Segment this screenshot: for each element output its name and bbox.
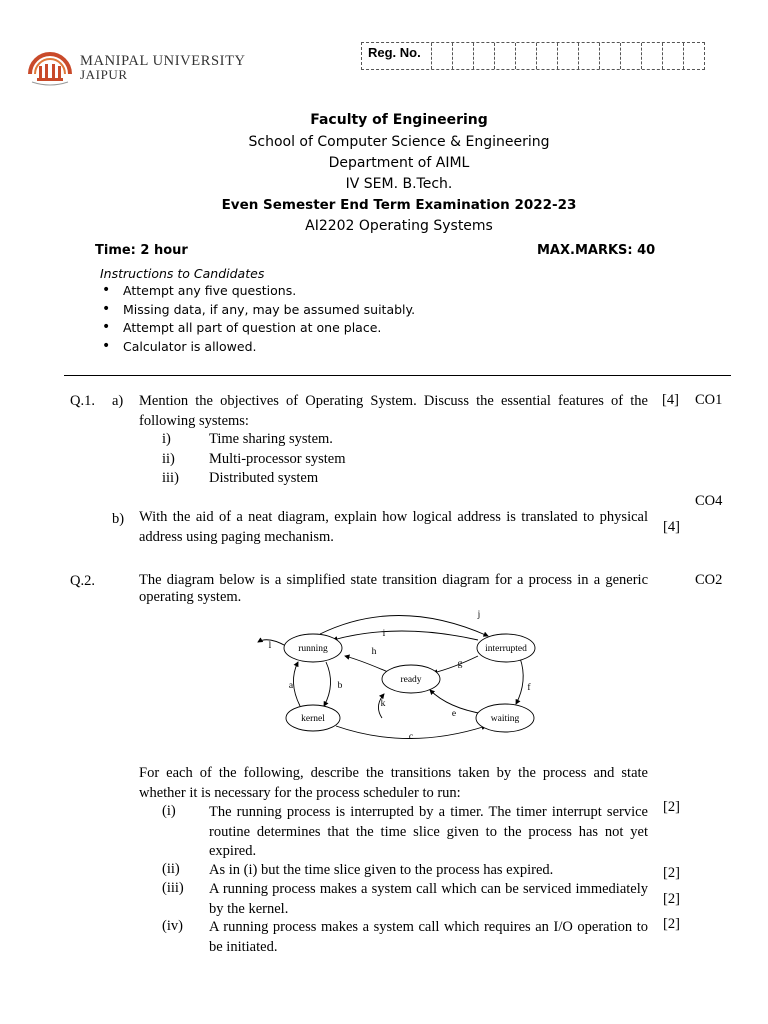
marks: [2] <box>663 891 680 907</box>
state-label: kernel <box>301 714 325 724</box>
exam-time: Time: 2 hour <box>95 243 188 258</box>
marks: [2] <box>663 799 680 815</box>
instruction-item: • Missing data, if any, may be assumed suitably. <box>100 302 415 321</box>
question-text: Mention the objectives of Operating System. Discuss the essential features of the following systems: <box>139 393 648 429</box>
edge-label: k <box>380 699 386 709</box>
sub-item-text: Distributed system <box>209 470 319 486</box>
edge-label: l <box>268 641 272 651</box>
sub-item-number: (iii) <box>162 880 184 896</box>
sub-item-number: (ii) <box>162 861 180 877</box>
marks: [4] <box>662 392 679 408</box>
transition-edge <box>293 662 300 706</box>
department-heading: Department of AIML <box>328 155 470 171</box>
reg-no-label: Reg. No. <box>362 43 432 69</box>
faculty-heading: Faculty of Engineering <box>310 112 488 128</box>
semester-heading: IV SEM. B.Tech. <box>345 176 453 192</box>
registration-number-box <box>361 42 705 70</box>
sub-item-number: (i) <box>162 803 176 819</box>
exam-heading: Even Semester End Term Examination 2022-23 <box>221 197 577 213</box>
course-outcome: CO1 <box>695 392 723 408</box>
reg-digit-cell <box>600 43 621 69</box>
question-text: With the aid of a neat diagram, explain how logical address is translated to physical address using paging mechanism. <box>139 509 648 545</box>
course-outcome: CO2 <box>695 572 723 588</box>
edge-label: a <box>288 681 294 691</box>
state-label: running <box>298 644 328 654</box>
instruction-item: • Attempt any five questions. <box>100 283 415 302</box>
sub-item-text: A running process makes a system call which can be serviced immediately by the kernel. <box>209 881 648 917</box>
question-number: Q.1. <box>70 393 95 409</box>
university-city: JAIPUR <box>80 67 128 82</box>
reg-digit-cell <box>537 43 558 69</box>
course-heading: AI2202 Operating Systems <box>305 218 493 234</box>
course-outcome: CO4 <box>695 493 723 509</box>
reg-digit-cell <box>432 43 453 69</box>
sub-item-text: The running process is interrupted by a timer. The timer interrupt service routine determines that the time slice given to the process has not yet expired. <box>209 804 648 859</box>
reg-digit-cell <box>579 43 600 69</box>
university-name: MANIPAL UNIVERSITY <box>80 53 246 69</box>
marks: [2] <box>663 916 680 932</box>
instruction-item: • Attempt all part of question at one place. <box>100 320 415 339</box>
sub-item-text: A running process makes a system call which requires an I/O operation to be initiated. <box>209 919 648 955</box>
transition-edge <box>333 631 478 640</box>
reg-digit-cell <box>474 43 495 69</box>
transition-edge <box>324 662 331 706</box>
sub-item-text: Multi-processor system <box>209 451 346 467</box>
reg-digit-cell <box>495 43 516 69</box>
state-label: interrupted <box>485 644 527 654</box>
instructions-list <box>100 283 415 357</box>
reg-digit-cell <box>621 43 642 69</box>
reg-digit-cell <box>516 43 537 69</box>
question-text: The diagram below is a simplified state transition diagram for a process in a generic operating system. <box>139 572 648 605</box>
state-transition-diagram <box>248 606 538 744</box>
reg-digit-cell <box>663 43 684 69</box>
part-label: b) <box>112 511 125 527</box>
sub-item-number: iii) <box>162 470 179 486</box>
instructions-title: Instructions to Candidates <box>100 266 265 281</box>
reg-digit-cell <box>558 43 579 69</box>
university-logo <box>26 52 296 88</box>
school-heading: School of Computer Science & Engineering <box>248 134 550 150</box>
edge-label: e <box>451 709 457 719</box>
sub-item-text: As in (i) but the time slice given to the process has expired. <box>209 862 554 878</box>
state-label: waiting <box>490 714 520 724</box>
edge-label: b <box>337 681 343 691</box>
part-label: a) <box>112 393 124 409</box>
edge-label: f <box>527 683 531 693</box>
divider <box>64 375 731 376</box>
sub-item-text: Time sharing system. <box>209 431 333 447</box>
marks: [4] <box>663 519 680 535</box>
sub-item-number: (iv) <box>162 918 183 934</box>
transition-edge <box>345 656 388 672</box>
reg-digit-cell <box>684 43 704 69</box>
edge-label: h <box>371 647 377 657</box>
transition-edge <box>320 615 488 636</box>
edge-label: i <box>382 629 386 639</box>
max-marks: MAX.MARKS: 40 <box>537 243 656 258</box>
transition-edge <box>430 690 484 714</box>
marks: [2] <box>663 865 680 881</box>
transition-edge <box>516 658 523 704</box>
sub-item-number: ii) <box>162 451 175 467</box>
edge-label: j <box>477 610 481 620</box>
university-emblem-icon <box>26 52 74 88</box>
reg-digit-cell <box>642 43 663 69</box>
question-text: For each of the following, describe the transitions taken by the process and state whether it is necessary for the process scheduler to run: <box>139 765 648 801</box>
state-label: ready <box>400 675 422 685</box>
question-number: Q.2. <box>70 573 95 589</box>
transition-edge <box>258 640 286 646</box>
edge-label: c <box>408 732 414 742</box>
edge-label: g <box>457 659 463 669</box>
reg-digit-cell <box>453 43 474 69</box>
transition-edge <box>433 656 478 673</box>
sub-item-number: i) <box>162 431 171 447</box>
instruction-item: • Calculator is allowed. <box>100 339 415 358</box>
